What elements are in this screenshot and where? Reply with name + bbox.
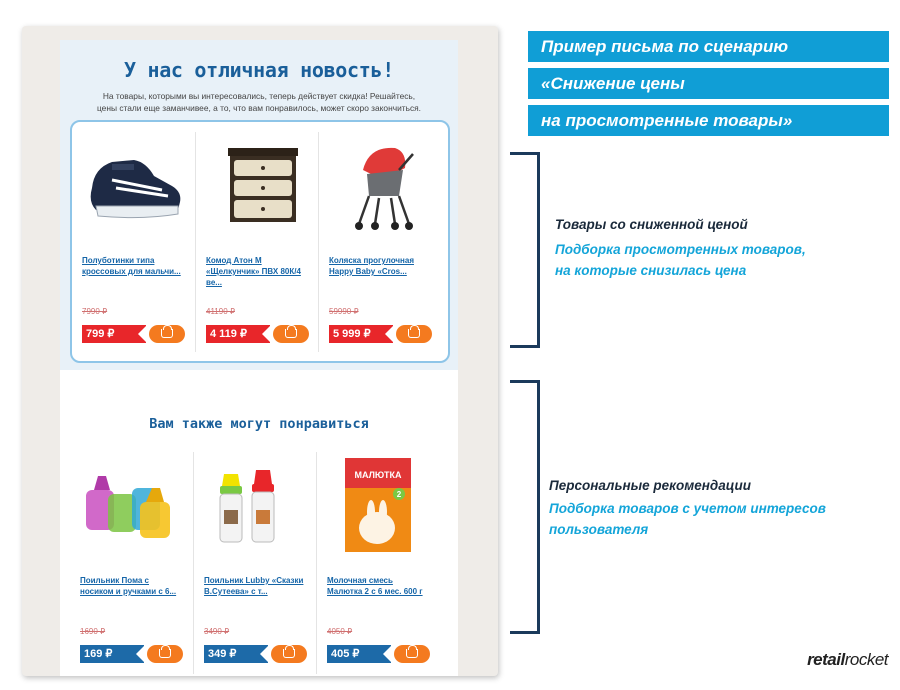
new-price: 349 ₽ [204,645,268,663]
scenario-banner-line3: на просмотренные товары» [528,105,889,136]
old-price: 4050 ₽ [327,627,353,636]
email-preview [22,26,498,676]
old-price: 7990 ₽ [82,307,108,316]
cart-button[interactable] [396,325,432,343]
product-card[interactable] [72,132,195,352]
cart-icon [159,649,171,658]
product-name-link[interactable]: Поильник Lubby «Сказки В.Сутеева» с т... [204,576,304,596]
product-card[interactable] [195,132,318,352]
cart-icon [283,649,295,658]
product-card[interactable] [193,452,316,674]
retailrocket-logo: retailrocket [807,650,888,669]
cart-icon [161,329,173,338]
price-drop-box [70,120,450,363]
cart-button[interactable] [394,645,430,663]
old-price: 59990 ₽ [329,307,359,316]
product-name-link[interactable]: Коляска прогулочная Happy Baby «Cros... [329,256,414,276]
stroller-image [329,140,433,235]
sippy-cups-image [80,460,184,555]
email-intro: На товары, которыми вы интересовались, теперь действует скидка! Решайтесь, цены стали еще заманчивее, а то, что вам понравилось, может скоро закончиться. [96,91,422,113]
price-drop-grid [72,132,448,352]
cart-button[interactable] [271,645,307,663]
price-bar [327,645,430,663]
box-brand-text: МАЛЮТКА [354,470,402,480]
price-bar [80,645,183,663]
new-price: 5 999 ₽ [329,325,393,343]
price-bar [82,325,185,343]
new-price: 799 ₽ [82,325,146,343]
price-bar [204,645,307,663]
price-drop-caption-title: Товары со сниженной ценой [555,217,748,232]
cart-button[interactable] [147,645,183,663]
scenario-banner-line2: «Снижение цены [528,68,889,99]
price-bar [329,325,432,343]
box-number-text: 2 [396,490,402,499]
product-card[interactable] [318,132,441,352]
recommendations-caption-sub: Подборка товаров с учетом интересов пользователя [549,501,826,537]
email-body [60,40,458,676]
old-price: 3490 ₽ [204,627,230,636]
price-drop-caption-sub: Подборка просмотренных товаров, на которые снизилась цена [555,242,806,278]
new-price: 405 ₽ [327,645,391,663]
shoe-image [82,140,186,235]
new-price: 169 ₽ [80,645,144,663]
recommendations-caption-title: Персональные рекомендации [549,478,751,493]
price-bar [206,325,309,343]
product-card[interactable] [316,452,439,674]
cart-icon [406,649,418,658]
cart-button[interactable] [273,325,309,343]
product-card[interactable] [70,452,193,674]
formula-box-image [327,454,431,557]
product-name-link[interactable]: Полуботинки типа кроссовых для мальчи... [82,256,181,276]
cart-button[interactable] [149,325,185,343]
price-drop-bracket [510,152,540,348]
baby-bottles-image [204,460,308,555]
email-headline: У нас отличная новость! [123,58,395,82]
new-price: 4 119 ₽ [206,325,270,343]
scenario-banner-line1: Пример письма по сценарию [528,31,889,62]
recommendations-bracket [510,380,540,634]
recommendations-grid [70,452,450,674]
cart-icon [285,329,297,338]
dresser-image [206,140,310,235]
recommendations-title: Вам также могут понравиться [149,416,369,432]
product-name-link[interactable]: Поильник Пома с носиком и ручками с 6... [80,576,177,596]
product-name-link[interactable]: Комод Атон М «Щелкунчик» ПВХ 80К/4 ве... [206,256,301,287]
product-name-link[interactable]: Молочная смесь Малютка 2 с 6 мес. 600 г [327,576,423,596]
cart-icon [408,329,420,338]
price-drop-section [60,40,458,370]
old-price: 41190 ₽ [206,307,235,316]
old-price: 1690 ₽ [80,627,106,636]
